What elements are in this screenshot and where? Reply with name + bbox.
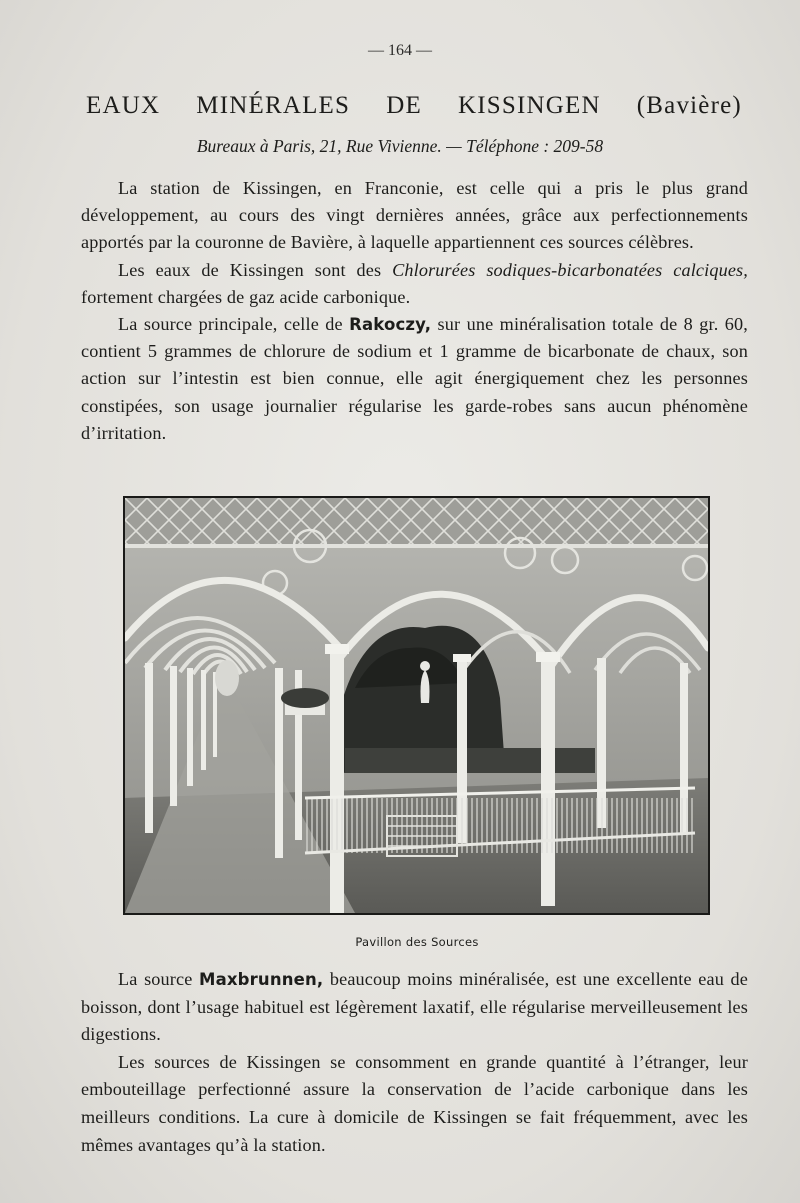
pavilion-photograph — [123, 496, 710, 915]
paragraph: La source Maxbrunnen, beaucoup moins minéralisée, est une excellente eau de boisson, dont l’usage habituel est légèrement laxatif, elle régularise merveilleusement les digestions. — [81, 969, 748, 1045]
pavilion-illustration — [125, 498, 708, 913]
intro-text — [81, 175, 748, 447]
title-word: MINÉRALES — [196, 92, 351, 119]
paragraph: La source principale, celle de Rakoczy, sur une minéralisation totale de 8 gr. 60, contient 5 grammes de chlorure de sodium et 1 gramme de bicarbonate de chaux, son action sur l’intestin est bien connue, elle agit énergiquement chez les personnes constipées, son usage journalier régularise les garde-robes sans aucun phénomène d’irritation. — [81, 314, 748, 443]
page-title — [86, 92, 742, 120]
source-name: Rakoczy, — [349, 315, 432, 335]
paragraph: Les sources de Kissingen se consomment en grande quantité à l’étranger, leur embouteillage perfectionné assure la conservation de l’acide carbonique dans les meilleurs conditions. La cure à domicile de Kissingen se fait fréquemment, avec les mêmes avantages qu’à la station. — [81, 1051, 748, 1155]
emphasis: Chlorurées sodiques-bicarbonatées calciques, — [392, 259, 748, 280]
address-line: Bureaux à Paris, 21, Rue Vivienne. — Téléphone : 209-58 — [196, 136, 604, 156]
paragraph: Les eaux de Kissingen sont des Chlorurées sodiques-bicarbonatées calciques, fortement chargées de gaz acide carbonique. — [81, 259, 748, 307]
figure-caption: Pavillon des Sources — [355, 935, 479, 949]
source-name: Maxbrunnen, — [199, 970, 324, 989]
page-number: — 164 — — [368, 42, 432, 59]
title-word: KISSINGEN — [457, 92, 601, 119]
title-region: (Bavière) — [636, 92, 742, 119]
title-word: EAUX — [86, 92, 161, 119]
title-word: DE — [386, 92, 422, 119]
closing-text — [81, 966, 748, 1159]
paragraph: La station de Kissingen, en Franconie, est celle qui a pris le plus grand développement, au cours des vingt dernières années, grâce aux perfectionnements apportés par la couronne de Bavière, à laquelle appartiennent ces sources célèbres. — [81, 178, 748, 253]
